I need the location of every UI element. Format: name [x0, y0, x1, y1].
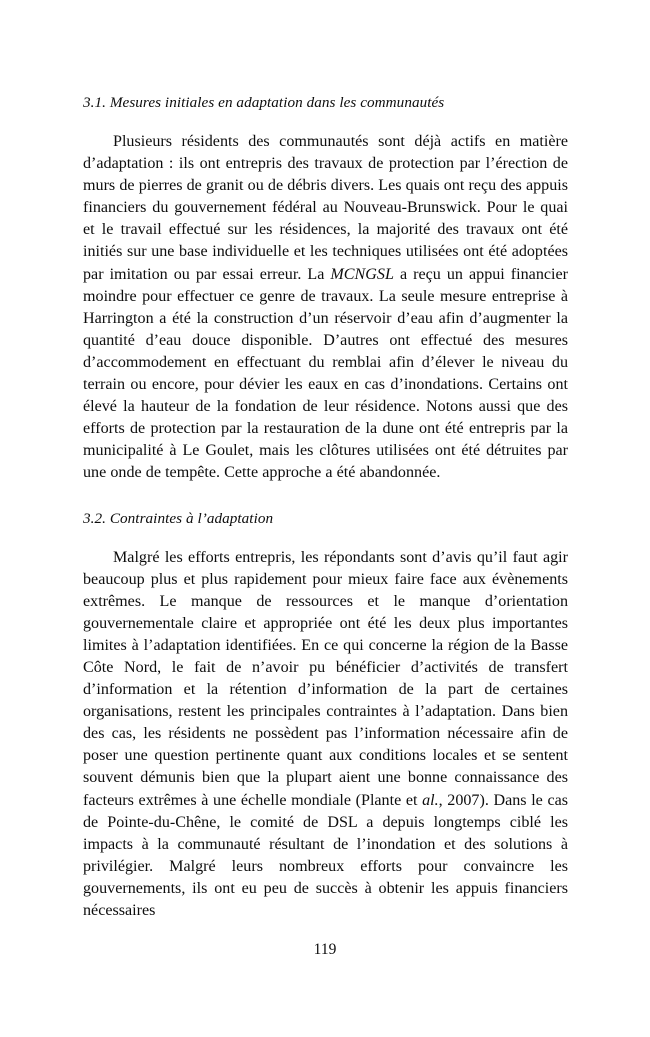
paragraph-3-1-text-part-2: a reçu un appui financier moindre pour effectuer ce genre de travaux. La seule mesure entreprise à Harrington a été la construction d’un réservoir d’eau afin d’augmenter la quantité d’eau douce disponible. D’autres ont effectué des mesures d’accommodement en effectuant du remblai afin d’élever le niveau du terrain ou encore, pour dévier les eaux en cas d’inondations. Certains ont élevé la hauteur de la fondation de leur résidence. Notons aussi que des efforts de protection par la restauration de la dune ont été entrepris par la municipalité à Le Goulet, mais les clôtures utilisées ont été détruites par une onde de tempête. Cette approche a été abandonnée.	[83, 265, 568, 482]
paragraph-3-2	[83, 547, 568, 923]
paragraph-3-2-text-part-1: Malgré les efforts entrepris, les répondants sont d’avis qu’il faut agir beaucoup plus et plus rapidement pour mieux faire face aux évènements extrêmes. Le manque de ressources et le manque d’orientation gouvernementale claire et appropriée ont été les deux plus importantes limites à l’adaptation identifiées. En ce qui concerne la région de la Basse Côte Nord, le fait de n’avoir pu bénéficier d’activités de transfert d’information et la rétention d’information de la part de certaines organisations, restent les principales contraintes à l’adaptation. Dans bien des cas, les résidents ne possèdent pas l’information nécessaire afin de poser une question pertinente quant aux conditions locales et se sentent souvent démunis bien que la plupart aient une bonne connaissance des facteurs extrêmes à une échelle mondiale (Plante et	[83, 548, 568, 809]
section-heading-3-2: 3.2. Contraintes à l’adaptation	[83, 509, 274, 527]
spacer	[83, 529, 568, 547]
section-heading-3-1: 3.1. Mesures initiales en adaptation dans les communautés	[83, 94, 445, 111]
paragraph-3-1-text-part-1: Plusieurs résidents des communautés sont déjà actifs en matière d’adaptation : ils ont entrepris des travaux de protection par l’érection de murs de pierres de granit ou de débris divers. Les quais ont reçu des appuis financiers du gouvernement fédéral au Nouveau-Brunswick. Pour le quai et le travail effectué sur les résidences, la majorité des travaux ont été initiés sur une base individuelle et les techniques utilisées ont été adoptées par imitation ou par essai erreur. La	[83, 133, 568, 283]
paragraph-3-1	[83, 131, 568, 485]
page-text-block	[83, 92, 568, 922]
paragraph-3-1-italic-acronym: MCNGSL	[330, 265, 394, 283]
paragraph-3-2-text-part-2: , 2007). Dans le cas de Pointe-du-Chêne, le comité de DSL a depuis longtemps ciblé les impacts à la communauté résultant de l’inondation et des solutions à privilégier. Malgré leurs nombreux efforts pour convaincre les gouvernements, ils ont eu peu de succès à obtenir les appuis financiers nécessaires	[83, 791, 568, 919]
paragraph-3-2-italic-citation: al.	[422, 791, 439, 809]
spacer	[83, 113, 568, 131]
spacer	[83, 485, 568, 508]
page-number: 119	[313, 941, 337, 958]
